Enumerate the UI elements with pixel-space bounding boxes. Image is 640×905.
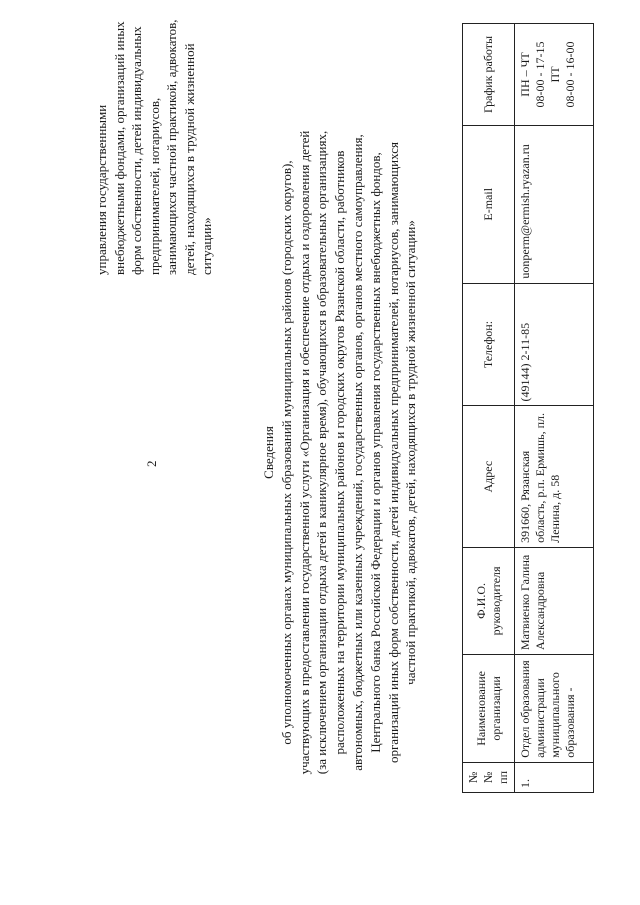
header-address: Адрес [463,406,515,547]
heading-line: автономных, бюджетных или казенных учреждений, государственных органов, органов местного самоуправления, [349,134,365,771]
heading-title: Сведения [261,426,276,479]
cell-name: Отдел образования администрации муниципального образования - [515,655,594,763]
cell-num: 1. [515,762,594,792]
heading-line: Центрального банка Российской Федерации и органов управления государственных внебюджетных фондов, [367,152,383,753]
schedule-days-1: ПН – ЧТ [518,52,532,97]
header-email: E-mail [463,125,515,283]
organizations-table [462,23,594,793]
header-num: №№ пп [463,762,515,792]
cell-schedule [515,24,594,126]
heading-line: об уполномоченных органах муниципальных образований муниципальных районов (городских округов), [278,160,294,745]
table-row [515,24,594,793]
cell-phone: (49144) 2-11-85 [515,283,594,406]
header-name: Наименование организации [463,655,515,763]
heading-line: организаций иных форм собственности, детей индивидуальных предпринимателей, нотариусов, занимающихся [385,141,401,764]
schedule-days-2: ПТ [548,66,562,83]
heading-line: расположенных на территории муниципальных районов и городских округов Рязанской области, работников [332,150,348,755]
cell-email: uonperm@ermish.ryazan.ru [515,125,594,283]
table-header-row [463,24,515,793]
page-number: 2 [144,460,159,467]
cell-address: 391660, Рязанская область, р.п. Ермишь, пл. Ленина, д. 58 [515,406,594,547]
header-phone: Телефон: [463,283,515,406]
heading-line: (за исключением организации отдыха детей в каникулярное время), обучающихся в образовательных организациях, [314,130,330,775]
header-schedule: График работы [463,24,515,126]
schedule-hours-2: 08-00 - 16-00 [563,41,577,108]
cell-fio: Матвиенко Галина Александровна [515,547,594,654]
heading-line: участвующих в предоставлении государственной услуги «Организация и обеспечение отдыха и оздоровления детей [296,130,312,775]
schedule-hours-1: 08-00 - 17-15 [533,41,547,108]
header-fio: Ф.И.О. руководителя [463,547,515,654]
continuation-text: управления государственными внебюджетными фондами, организаций иных форм собственности, детей индивидуальных предпринимателей, нотариусов, занимающихся частной практикой, адвокатов, детей, находящихся в трудной жизненной ситуации» [94,19,214,275]
heading-line: частной практикой, адвокатов, детей, находящихся в трудной жизненной ситуации» [403,220,419,685]
document-heading [260,40,420,865]
